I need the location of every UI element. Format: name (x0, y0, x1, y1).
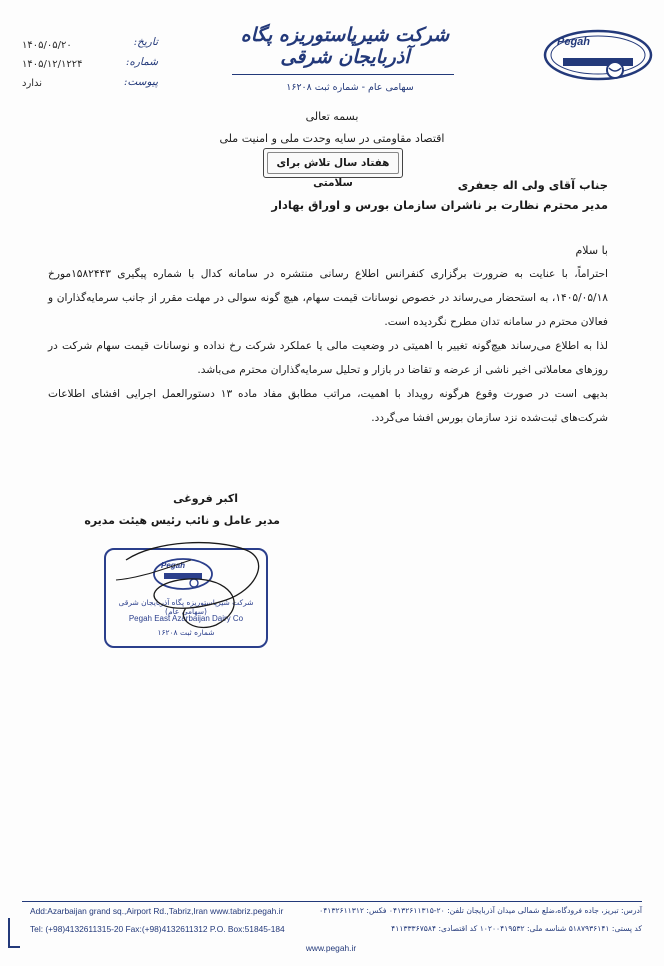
footer-corner-mark (8, 918, 20, 948)
attachment-value: ندارد (22, 78, 43, 89)
footer-address-fa: آدرس: تبریز، جاده فرودگاه،ضلع شمالی میدان آذربایجان تلفن: ۲۰-۰۴۱۳۲۶۱۱۳۱۵ فکس: ۰۴۱۳۲۶۱۱۳۱۲ (319, 906, 642, 915)
addressee-title: مدیر محترم نظارت بر ناشران سازمان بورس و اوراق بهادار (271, 198, 608, 212)
number-label: شماره: (125, 56, 158, 68)
company-registration: سهامی عام - شماره ثبت ۱۶۲۰۸ (286, 82, 414, 93)
signatory-name: اکبر فروغی (173, 492, 238, 505)
paragraph-3: بدیهی است در صورت وقوع هرگونه رویداد با اهمیت، مراتب مطابق مفاد ماده ۱۳ دستورالعمل اجرایی افشای اطلاعات شرکت‌های ثبت‌شده نزد سازمان بورس افشا می‌گردد. (48, 388, 608, 424)
header-divider (232, 74, 454, 75)
pegah-logo (543, 28, 653, 86)
stamp-company-en: Pegah East Azarbaijan Dairy Co (128, 614, 244, 623)
addressee-name: جناب آقای ولی اله جعفری (457, 178, 608, 192)
footer-contacts-en: Tel: (+98)4132611315-20 Fax:(+98)4132611312 P.O. Box:51845-184 (30, 924, 285, 934)
footer-website: www.pegah.ir (305, 943, 357, 953)
attachment-label: پیوست: (123, 76, 158, 88)
stamp-registration: شماره ثبت ۱۶۲۰۸ (157, 628, 215, 637)
year-slogan: هفتاد سال تلاش برای سلامتی (267, 152, 399, 174)
stamp-pegah-logo (152, 556, 214, 592)
svg-text:Pegah: Pegah (161, 561, 186, 570)
date-label: تاریخ: (133, 36, 158, 48)
greeting: با سلام (575, 244, 608, 257)
company-name: شرکت شیرپاستوریزه پگاه آذربایجان شرقی (240, 24, 450, 68)
footer-divider (22, 901, 642, 902)
paragraph-1: احتراماً، با عنایت به ضرورت برگزاری کنفرانس اطلاع رسانی منتشره در سامانه کدال با شماره پیگیری ۱۵۸۲۴۴۳مورخ ۱۴۰۵/۰۵/۱۸، به استحضار می‌رساند در خصوص نوسانات قیمت سهام، هیچ گونه سوالی در مهلت مقرر از جانب سرمایه‌گذاران و فعالان محترم در سامانه تدان مطرح نگردیده است. (48, 268, 608, 328)
footer-codes-fa: کد پستی: ۵۱۸۷۹۳۶۱۴۱ شناسه ملی: ۱۰۲۰۰۴۱۹۵۳۲ کد اقتصادی: ۴۱۱۳۳۳۶۷۵۸۴ (391, 924, 642, 933)
year-slogan-badge (263, 148, 403, 189)
bismillah: بسمه تعالی (305, 110, 359, 123)
number-value: ۱۴۰۵/۱۲/۱۲۲۴ (22, 59, 83, 70)
date-value: ۱۴۰۵/۰۵/۲۰ (22, 40, 72, 51)
footer-address-en: Add:Azarbaijan grand sq.,Airport Rd.,Tabriz,Iran www.tabriz.pegah.ir (30, 906, 284, 916)
national-slogan: اقتصاد مقاومتی در سایه وحدت ملی و امنیت ملی (219, 132, 445, 145)
signatory-title: مدیر عامل و نائب رئیس هیئت مدیره (84, 514, 280, 527)
paragraph-2: لذا به اطلاع می‌رساند هیچ‌گونه تغییر با اهمیتی در وضعیت مالی یا عملکرد شرکت رخ نداده و نوسانات قیمت سهام شرکت در روزهای معاملاتی اخیر ناشی از عرضه و تقاضا در بازار و تحلیل سرمایه‌گذاران محترم می‌باشد. (48, 340, 608, 376)
letter-meta-labels (112, 32, 158, 92)
stamp-company-fa: شرکت شیرپاستوریزه پگاه آذربایجان شرقی (سهامی عام) (118, 598, 254, 616)
svg-text:Pegah: Pegah (557, 36, 591, 48)
company-stamp (104, 548, 268, 648)
letter-meta-values (22, 36, 112, 93)
